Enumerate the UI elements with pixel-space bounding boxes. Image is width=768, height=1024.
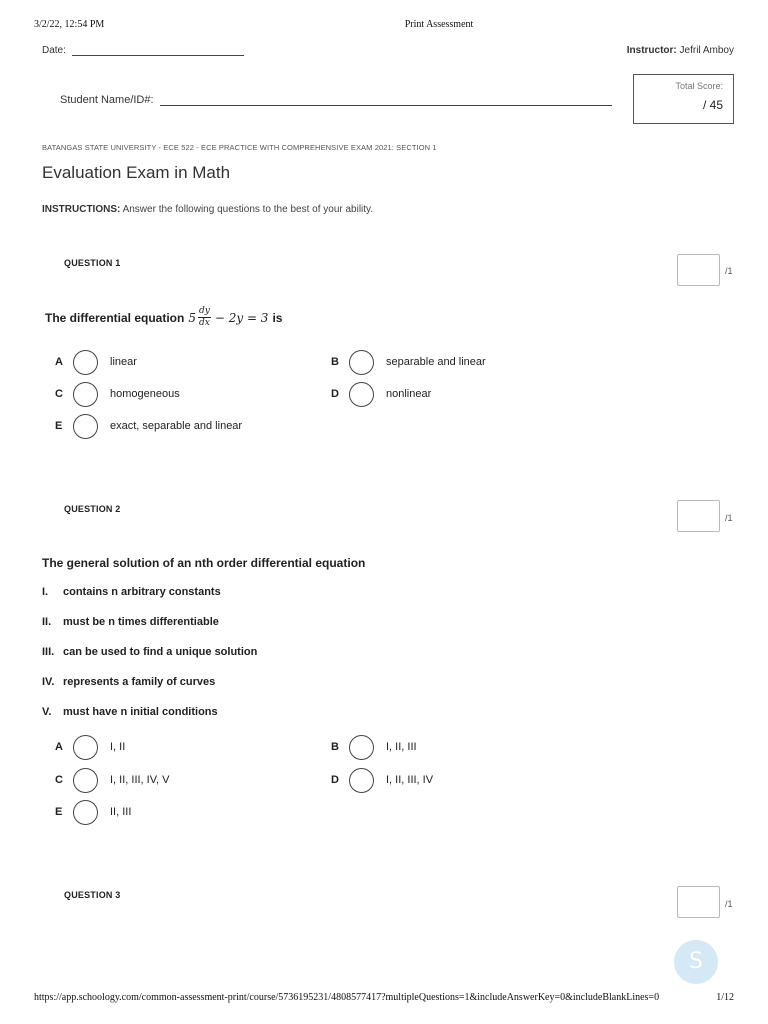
- student-blank-line: [160, 98, 612, 106]
- option-text: I, II: [110, 741, 126, 753]
- option-letter: E: [55, 420, 63, 432]
- question-2-points: /1: [725, 513, 733, 523]
- statement-number: V.: [42, 706, 52, 718]
- option-letter: B: [331, 741, 339, 753]
- student-label: Student Name/ID#:: [60, 94, 154, 106]
- statement-number: I.: [42, 586, 49, 598]
- question-1-option-a[interactable]: [55, 348, 137, 376]
- question-1-option-d[interactable]: [331, 380, 431, 408]
- print-url: https://app.schoology.com/common-assessment-print/course/5736195231/4808577417?multipleQuestions=1&includeAnswerKey=0&includeBlankLines=0: [34, 992, 660, 1003]
- course-breadcrumb: BATANGAS STATE UNIVERSITY - ECE 522 - ECE PRACTICE WITH COMPREHENSIVE EXAM 2021: SECTION 1: [42, 143, 437, 152]
- instructor-name: Jefril Amboy: [679, 45, 734, 56]
- option-text: I, II, III, IV: [386, 774, 434, 786]
- option-text: I, II, III, IV, V: [110, 774, 170, 786]
- total-score-box: [633, 74, 734, 124]
- instructions-text: Answer the following questions to the best of your ability.: [122, 204, 374, 215]
- question-2-score-input[interactable]: [677, 500, 720, 532]
- print-datetime: 3/2/22, 12:54 PM: [34, 19, 105, 30]
- question-1-prompt-suffix: is: [272, 310, 283, 325]
- option-letter: D: [331, 388, 339, 400]
- question-2-option-e[interactable]: [55, 798, 131, 826]
- option-letter: B: [331, 356, 339, 368]
- question-1-points: /1: [725, 266, 733, 276]
- option-text: nonlinear: [386, 388, 432, 400]
- question-2-label: QUESTION 2: [64, 504, 121, 514]
- question-1-option-c[interactable]: [55, 380, 180, 408]
- date-field: [42, 45, 244, 56]
- question-1-equation: [188, 306, 268, 329]
- equation-coefficient: 5: [188, 310, 196, 325]
- question-1-option-b[interactable]: [331, 348, 486, 376]
- equation-derivative: [198, 306, 211, 329]
- radio-button[interactable]: [73, 800, 98, 825]
- radio-button[interactable]: [73, 768, 98, 793]
- equation-denominator: dx: [198, 318, 210, 328]
- statement-number: IV.: [42, 676, 55, 688]
- radio-button[interactable]: [349, 382, 374, 407]
- instructor-label: Instructor:: [626, 45, 677, 56]
- option-text: homogeneous: [110, 388, 180, 400]
- statement-number: II.: [42, 616, 52, 628]
- question-2-statement: [42, 706, 218, 718]
- question-2-prompt: The general solution of an nth order differential equation: [42, 556, 366, 570]
- student-name-field: [60, 94, 612, 106]
- print-page-number: 1/12: [716, 992, 734, 1003]
- print-title: Print Assessment: [404, 19, 474, 30]
- option-letter: E: [55, 806, 63, 818]
- question-1-prompt-prefix: The differential equation: [45, 310, 185, 325]
- statement-text: can be used to find a unique solution: [63, 646, 258, 658]
- statement-text: represents a family of curves: [63, 676, 216, 688]
- option-letter: A: [55, 741, 63, 753]
- instructions-label: INSTRUCTIONS:: [42, 204, 121, 215]
- total-score-label: Total Score:: [675, 81, 723, 91]
- option-letter: C: [55, 388, 63, 400]
- question-1-prompt: [45, 306, 282, 329]
- radio-button[interactable]: [73, 382, 98, 407]
- equation-numerator: dy: [198, 306, 210, 316]
- radio-button[interactable]: [349, 768, 374, 793]
- option-letter: A: [55, 356, 63, 368]
- radio-button[interactable]: [73, 414, 98, 439]
- option-text: I, II, III: [386, 741, 417, 753]
- option-text: separable and linear: [386, 356, 486, 368]
- date-label: Date:: [42, 45, 66, 56]
- question-3-label: QUESTION 3: [64, 890, 121, 900]
- instructions: [42, 204, 373, 215]
- total-score-value: / 45: [702, 98, 723, 112]
- question-2-option-d[interactable]: [331, 766, 433, 794]
- option-text: exact, separable and linear: [110, 420, 243, 432]
- statement-text: must be n times differentiable: [63, 616, 219, 628]
- question-3-score-input[interactable]: [677, 886, 720, 918]
- option-letter: C: [55, 774, 63, 786]
- equation-rest: − 2y = 3: [214, 310, 269, 325]
- exam-title: Evaluation Exam in Math: [42, 163, 231, 182]
- radio-button[interactable]: [73, 350, 98, 375]
- statement-text: contains n arbitrary constants: [63, 586, 221, 598]
- question-2-option-c[interactable]: [55, 766, 170, 794]
- question-2-statement: [42, 586, 221, 598]
- option-letter: D: [331, 774, 339, 786]
- statement-text: must have n initial conditions: [63, 706, 218, 718]
- question-1-label: QUESTION 1: [64, 258, 121, 268]
- radio-button[interactable]: [349, 350, 374, 375]
- question-3-points: /1: [725, 899, 733, 909]
- instructor: [627, 45, 734, 56]
- question-1-score-input[interactable]: [677, 254, 720, 286]
- statement-number: III.: [42, 646, 55, 658]
- question-2-statement: [42, 676, 215, 688]
- schoology-s-icon[interactable]: S: [674, 940, 718, 984]
- question-2-option-b[interactable]: [331, 733, 417, 761]
- date-blank-line: [72, 48, 244, 56]
- option-text: linear: [110, 356, 137, 368]
- radio-button[interactable]: [73, 735, 98, 760]
- option-text: II, III: [110, 806, 132, 818]
- radio-button[interactable]: [349, 735, 374, 760]
- question-2-statement: [42, 646, 257, 658]
- question-1-option-e[interactable]: [55, 412, 242, 440]
- question-2-statement: [42, 616, 219, 628]
- question-2-option-a[interactable]: [55, 733, 125, 761]
